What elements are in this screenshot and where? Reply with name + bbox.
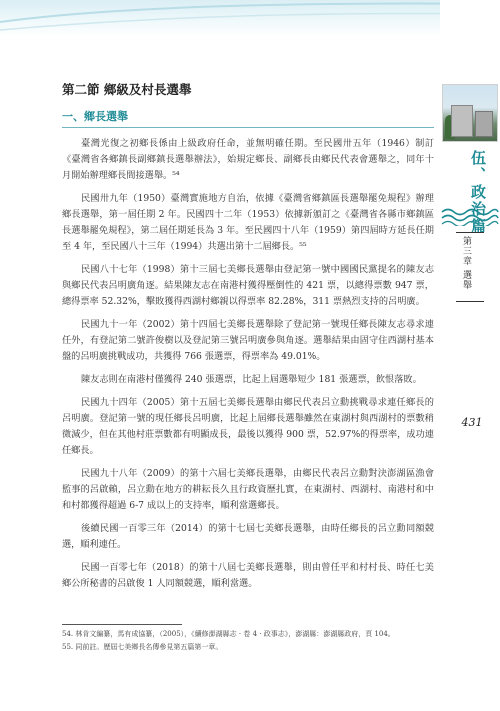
paragraph: 民國九十八年（2009）的第十六屆七美鄉長選舉，由鄉民代表呂立勳對決澎湖區漁會監事的呂啟賴，呂立勳在地方的耕耘長久且行政資歷扎實，在東湖村、西湖村、南港村和中和村都獲得超過 6-7 成以上的支持率，順利當選鄉長。 [62,468,434,511]
paragraph: 民國卅九年（1950）臺灣實施地方自治，依據《臺灣省鄉鎮區長選舉罷免規程》辦理鄉長選舉，第一屆任期 2 年。民國四十二年（1953）依據新頒訂之《臺灣省各縣市鄉鎮區長選舉罷免規程》，第二屆任期延長為 3 年。至民國四十八年（1959）第四屆時方延長任期至 4 年，至民國八十三年（1994）共選出第十二屆鄉長。⁵⁵ [62,193,434,252]
page-number: 431 [461,416,483,429]
paragraph: 民國八十七年（1998）第十三屆七美鄉長選舉由登記第一號中國國民黨提名的陳友志與鄉民代表呂明廣角逐。結果陳友志在南港村獲得壓倒性的 421 票，以總得票數 947 票，總得票率 52.32%，擊敗獲得西湖村鄉親以得票率 82.28%，311 票熱烈支持的呂明廣。 [62,264,434,307]
chapter-label: 第三章 選舉 [461,236,471,290]
footnote: 55. 同前註。歷屆七美鄉長名傳參見第五篇第一章。 [62,643,223,651]
volume-title: 伍、政治篇 [469,150,487,235]
main-content [62,80,434,599]
building-photo [442,84,498,142]
paragraph: 後續民國一百零三年（2014）的第十七屆七美鄉長選舉，由時任鄉長的呂立勳同額競選，順利連任。 [62,523,434,550]
paragraph: 臺灣光復之初鄉長係由上級政府任命，並無明確任期。至民國卅五年（1946）制訂《臺灣省各鄉鎮長副鄉鎮長選舉辦法》，始規定鄉長、副鄉長由鄉民代表會選舉之，同年十月開始辦理鄉長間接選舉。⁵⁴ [62,138,434,181]
paragraph: 民國九十一年（2002）第十四屆七美鄉長選舉除了登記第一號現任鄉長陳友志尋求連任外，有登記第二號許俊樹以及登記第三號呂明廣參與角逐。選舉結果由固守住西湖村基本盤的呂明廣挑戰成功，共獲得 766 張選票，得票率為 49.01%。 [62,319,434,362]
subsection-rule [62,127,434,128]
header-decoration [0,0,500,36]
footnote: 54. 林肯文編纂，馬有成協纂，（2005），《續修澎湖縣志 · 卷 4 · 政事志》，澎湖縣：澎湖縣政府，頁 104。 [62,630,395,638]
wave-decoration [440,206,500,226]
subsection-title: 一、鄉長選舉 [62,110,128,123]
section-title: 第二節 鄉級及村長選舉 [62,82,192,97]
paragraph: 陳友志則在南港村僅獲得 240 張選票，比起上屆選舉短少 181 張選票，飲恨落敗。 [81,374,422,385]
paragraph: 民國一百零七年（2018）的第十八屆七美鄉長選舉，則由曾任平和村村長、時任七美鄉公所秘書的呂啟俊 1 人同額競選，順利當選。 [62,562,434,589]
footnotes [62,624,434,654]
footnote-rule [62,624,182,625]
paragraph: 民國九十四年（2005）第十五屆七美鄉長選舉由鄉民代表呂立勳挑戰尋求連任鄉長的呂明廣。登記第一號的現任鄉長呂明廣，比起上屆鄉長選舉雖然在東湖村與西湖村的票數稍微減少，但在其他村莊票數都有明顯成長，最後以獲得 900 票，52.97%的得票率，成功連任鄉長。 [62,397,434,456]
